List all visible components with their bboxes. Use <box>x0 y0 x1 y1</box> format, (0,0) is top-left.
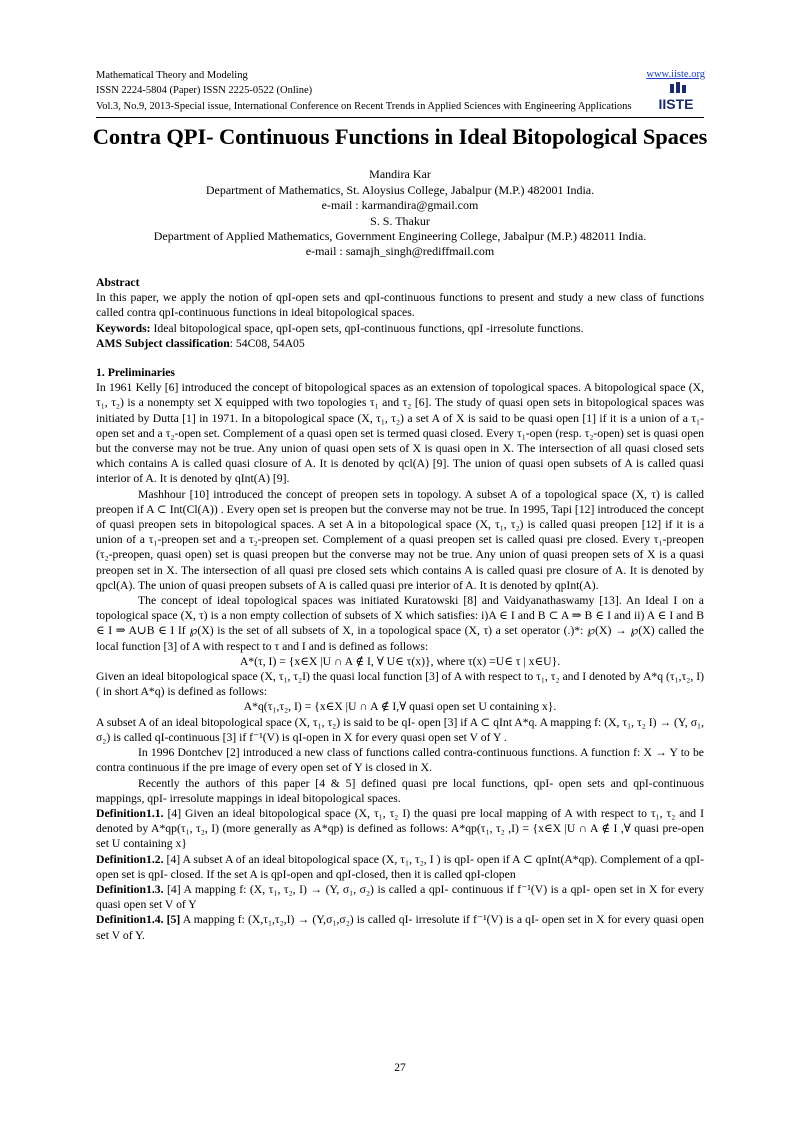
author-1-email: e-mail : karmandira@gmail.com <box>321 198 479 212</box>
paragraph-3: The concept of ideal topological spaces was initiated Kuratowski [8] and Vaidyanathaswamy [13]. An Ideal I on a topological space (X, τ) is a non empty collection of subsets of X which satisfies: i)A ∈ I and B ⊂ A ⇒ B ∈ I and ii) A ∈ I and B ∈ I ⇒ A∪B ∈ I If ℘(X) is the set of all subsets of X, in a topological space (X, τ) a set operator (.)*: ℘(X) → ℘(X) called the local function [3] of A with respect to τ and I and is defined as follows: <box>96 594 704 653</box>
page-number: 27 <box>394 1062 406 1074</box>
author-1-name: Mandira Kar <box>369 167 431 181</box>
paragraph-2: Mashhour [10] introduced the concept of preopen sets in topology. A subset A of a topological space (X, τ) is called preopen if A ⊂ Int(Cl(A)) . Every open set is preopen but the converse may not be true. In 1995, Tapi [12] introduced the concept of quasi preopen sets in bitopological spaces. A set A in a bitopological space (X, τ₁, τ₂) is called quasi preopen [12] if it is a union of a τ₁-preopen set and a τ₂-preopen set. Complement of a quasi preopen set is called quasi pre closed. Every τ₁-preopen (τ₂-preopen, quasi open) set is quasi preopen but the converse may not be true. Any union of quasi preopen sets of X is a quasi preopen set in X. The intersection of all quasi pre closed sets which contains A is called quasi pre closure of A. It is denoted by qpcl(A). The union of quasi preopen subsets of A is called quasi pre interior of A. It is denoted by qpInt(A). <box>96 487 704 592</box>
paragraph-5: A subset A of an ideal bitopological space (X, τ₁, τ₂) is said to be qI- open [3] if A ⊂ qInt A*q. A mapping f: (X, τ₁, τ₂ I) → (Y, σ₁, σ₂) is called qI-continuous [3] if f⁻¹(V) is qI-open in X for every quasi open set V of Y . <box>96 715 704 744</box>
journal-name: Mathematical Theory and Modeling <box>96 70 248 81</box>
ams-label: AMS Subject classification <box>96 336 230 350</box>
paragraph-6: In 1996 Dontchev [2] introduced a new class of functions called contra-continuous functions. A function f: X → Y to be contra continuous if the pre image of every open set of Y is closed in X. <box>96 746 704 775</box>
definition-1-4-text: A mapping f: (X,τ₁,τ₂,I) → (Y,σ₁,σ₂) is called qI- irresolute if f⁻¹(V) is a qI- open set in X for every quasi open set V of Y. <box>96 913 705 942</box>
definition-1-1-text: [4] Given an ideal bitopological space (X, τ₁, τ₂ I) the quasi pre local mapping of A with respect to τ₁, τ₂ and I denoted by A*qp(τ₁, τ₂, I) (more generally as A*qp) is defined as follows: A*qp(τ₁, τ₂ ,I) = {x∈X |U ∩ A ∉ I ,∀ quasi pre-open set U containing x} <box>96 806 704 851</box>
header-rule <box>96 117 704 118</box>
definition-1-3-text: [4] A mapping f: (X, τ₁, τ₂, I) → (Y, σ₁, σ₂) is called a qpI- continuous if f⁻¹(V) is a qpI- open set in X for every quasi open set V of Y <box>96 882 704 912</box>
definition-1-1 <box>96 806 704 852</box>
definition-1-2-text: [4] A subset A of an ideal bitopological space (X, τ₁, τ₂, I ) is qpI- open if A ⊂ qpInt(A*qp). Complement of a qpI- open set is qpI- closed. If the set A is qpI-open and qpI-closed, then it is called qpI-clopen <box>96 852 704 881</box>
svg-text:IISTE: IISTE <box>658 96 694 112</box>
author-2-email: e-mail : samajh_singh@rediffmail.com <box>305 244 495 258</box>
definition-1-4 <box>96 912 704 942</box>
definition-1-1-label: Definition1.1. <box>96 806 164 820</box>
definition-1-2 <box>96 852 704 882</box>
journal-website-link[interactable]: www.iiste.org <box>646 69 705 80</box>
ams-line <box>96 336 704 351</box>
paper-title: Contra QPI- Continuous Functions in Ideal Bitopological Spaces <box>92 124 708 149</box>
abstract-heading: Abstract <box>96 276 140 289</box>
section-heading: 1. Preliminaries <box>96 366 175 380</box>
keywords-label: Keywords: <box>96 321 151 335</box>
paragraph-4: Given an ideal bitopological space (X, τ₁, τ₂I) the quasi local function [3] of A with respect to τ₁, τ₂ and I denoted by A*q (τ₁,τ₂, I) ( in short A*q) is defined as follows: <box>96 670 704 699</box>
equation-quasi-local-function: A*q(τ₁,τ₂, I) = {x∈X |U ∩ A ∉ I,∀ quasi open set U containing x}. <box>243 700 557 714</box>
issn-line: ISSN 2224-5804 (Paper) ISSN 2225-0522 (Online) <box>96 85 313 96</box>
author-2-name: S. S. Thakur <box>370 214 430 228</box>
paragraph-7: Recently the authors of this paper [4 & 5] defined quasi pre local functions, qpI- open sets and qpI-continuous mappings, qpI- irresolute mappings in ideal bitopological spaces. <box>96 776 704 805</box>
definition-1-4-label: Definition1.4. [5] <box>96 913 181 927</box>
definition-1-3-label: Definition1.3. <box>96 882 164 896</box>
definition-1-2-label: Definition1.2. <box>96 852 164 866</box>
abstract-text: In this paper, we apply the notion of qpI-open sets and qpI-continuous functions to present and study a new class of functions called contra qpI-continuous functions in ideal bitopological spaces. <box>96 291 704 320</box>
iiste-logo <box>648 82 704 112</box>
definition-1-3 <box>96 882 704 912</box>
paragraph-1: In 1961 Kelly [6] introduced the concept of bitopological spaces as an extension of topological spaces. A bitopological space (X, τ₁, τ₂) is a nonempty set X equipped with two topologies τ₁ and τ₂ [6]. The study of quasi open sets in bitopological spaces was initiated by Dutta [1] in 1971. In a bitopological space (X, τ₁, τ₂) a set A of X is said to be quasi open [1] if it is a union of a τ₁-open set and a τ₂-open set. Complement of a quasi open set is termed quasi closed. Every τ₁-open (resp. τ₂-open) set is quasi open but the converse may not be true. Any union of quasi open sets of X is quasi open in X. The intersection of all quasi closed sets which contains A is called quasi closure of A. It is denoted by qcl(A) [9]. The union of quasi open subsets of A is called quasi interior of A. It is denoted by qInt(A) [9]. <box>96 381 704 486</box>
ams-codes: : 54C08, 54A05 <box>229 336 305 350</box>
volume-line: Vol.3, No.9, 2013-Special issue, International Conference on Recent Trends in Applied Sciences with Engineering Applications <box>96 101 632 112</box>
paper-body <box>96 275 704 943</box>
author-1-affiliation: Department of Mathematics, St. Aloysius College, Jabalpur (M.P.) 482001 India. <box>205 183 595 197</box>
keywords-line <box>96 321 704 336</box>
equation-local-function: A*(τ, I) = {x∈X |U ∩ A ∉ I, ∀ U∈ τ(x)}, where τ(x) =U∈ τ | x∈U}. <box>239 654 561 668</box>
keywords-text: Ideal bitopological space, qpI-open sets, qpI-continuous functions, qpI -irresolute functions. <box>153 321 584 335</box>
author-2-affiliation: Department of Applied Mathematics, Government Engineering College, Jabalpur (M.P.) 482011 India. <box>153 229 647 243</box>
